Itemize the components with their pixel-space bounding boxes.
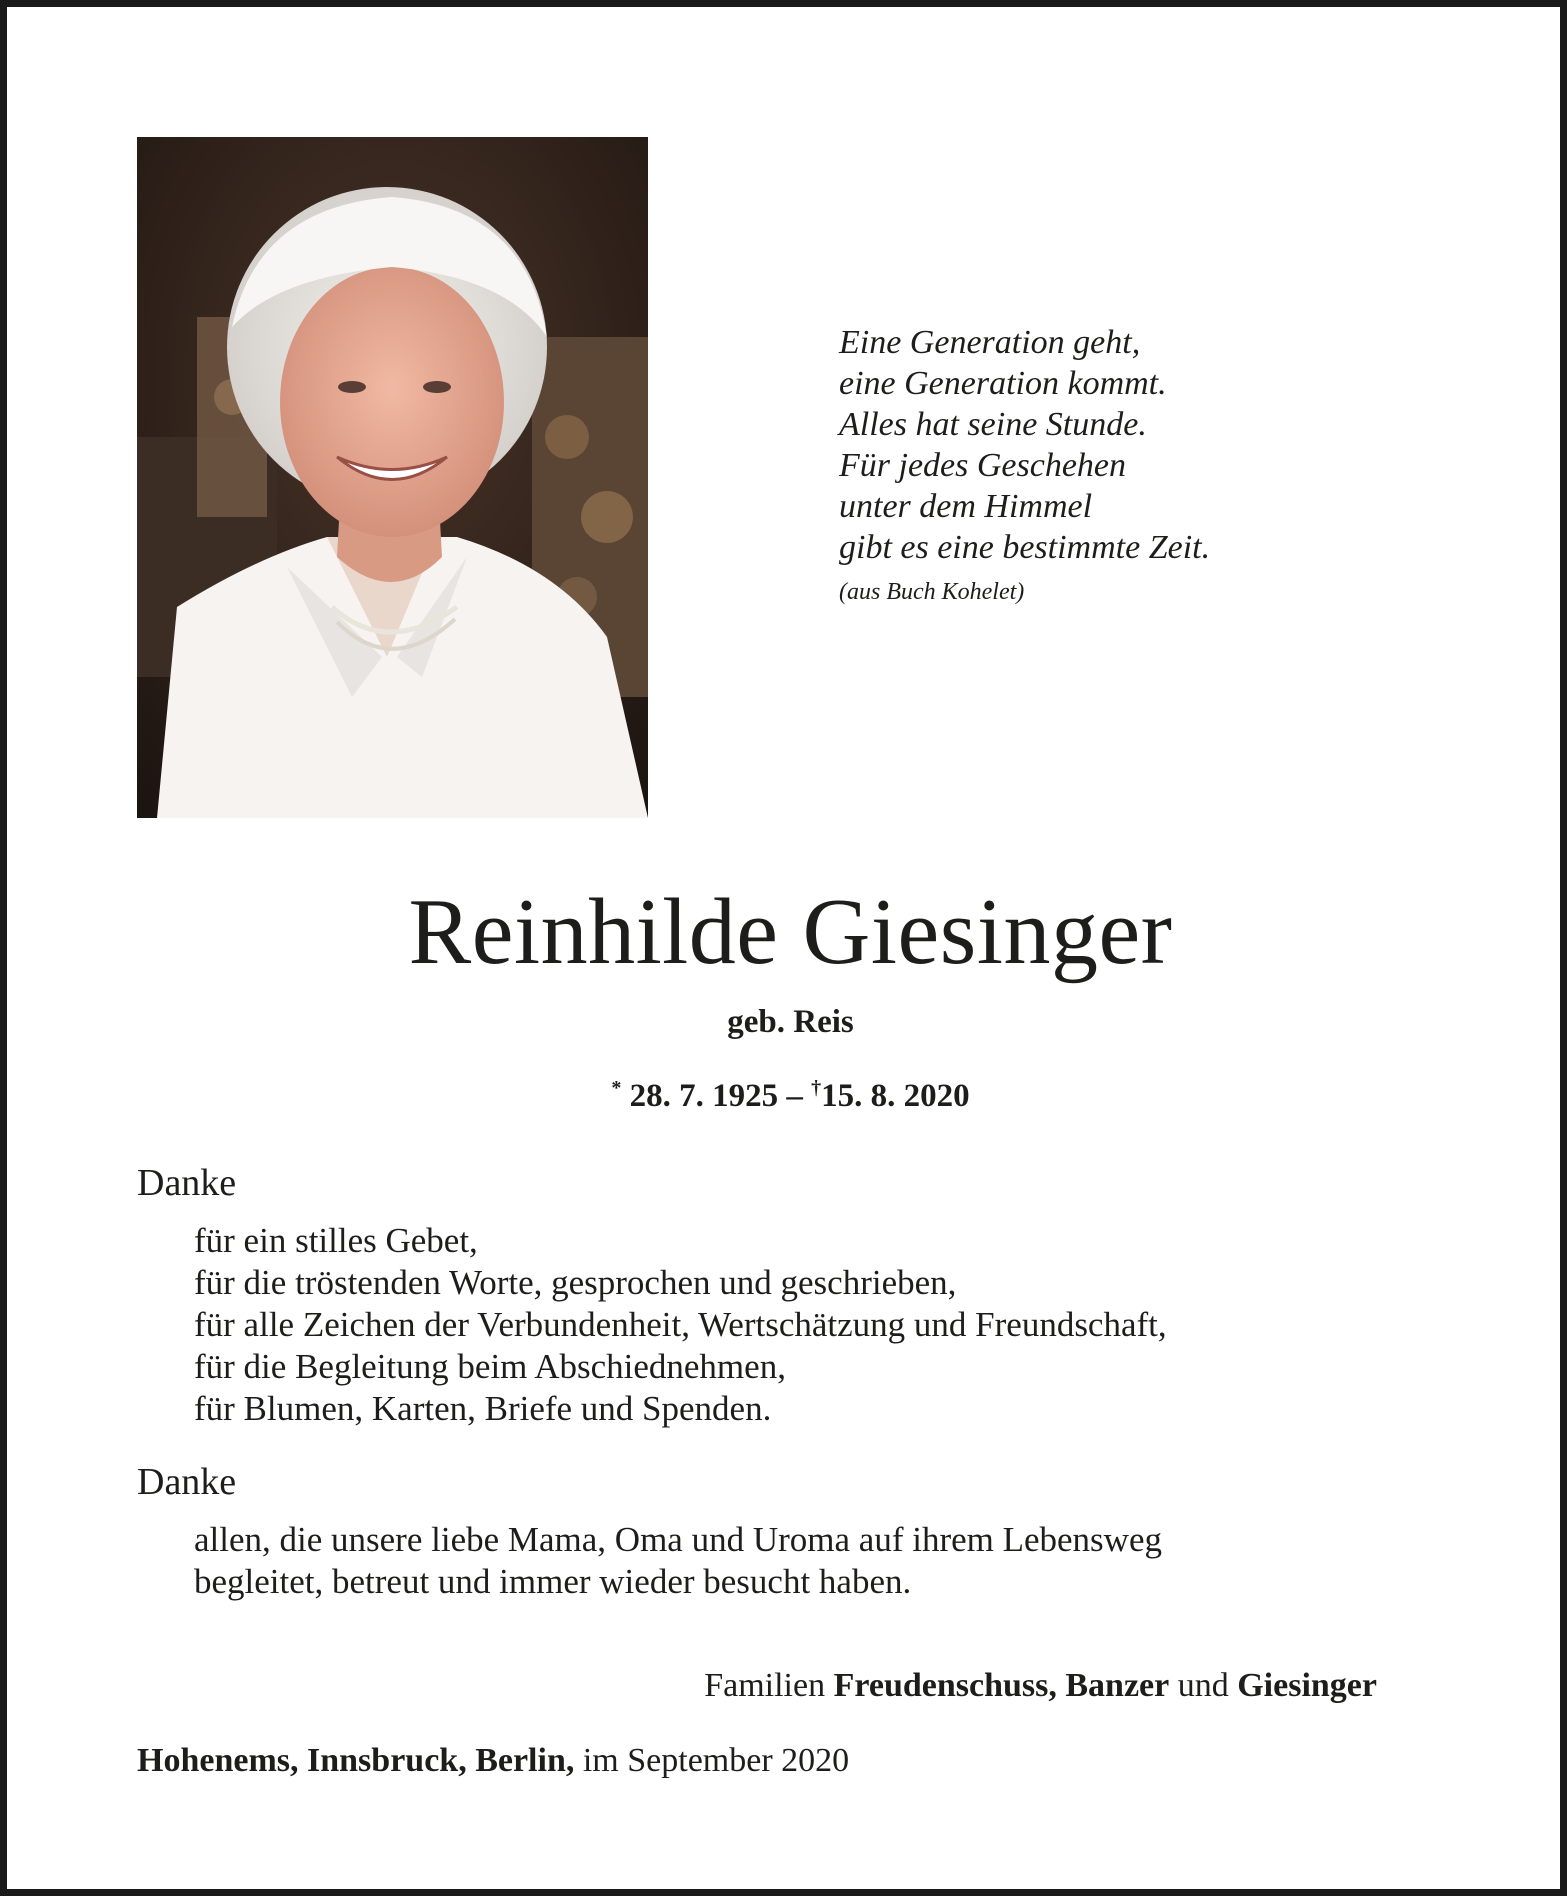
quote-line: Eine Generation geht, bbox=[839, 324, 1141, 361]
date-separator: – bbox=[786, 1078, 803, 1114]
bible-quote bbox=[839, 322, 1210, 610]
birth-symbol: * bbox=[611, 1077, 622, 1099]
family-name: Banzer bbox=[1065, 1667, 1170, 1704]
family-name: Freudenschuss, bbox=[833, 1667, 1057, 1704]
thanks-line: für die tröstenden Worte, gesprochen und geschrieben, bbox=[194, 1263, 957, 1302]
thanks-heading: Danke bbox=[137, 1461, 237, 1503]
thanks-line: für die Begleitung beim Abschiednehmen, bbox=[194, 1347, 786, 1386]
deceased-name: Reinhilde Giesinger bbox=[408, 880, 1173, 984]
quote-line: Alles hat seine Stunde. bbox=[839, 406, 1147, 443]
quote-source: (aus Buch Kohelet) bbox=[839, 579, 1025, 605]
death-symbol: † bbox=[811, 1077, 822, 1099]
thanks-line: begleitet, betreut und immer wieder besucht haben. bbox=[194, 1562, 912, 1601]
quote-line: unter dem Himmel bbox=[839, 488, 1093, 525]
thanks-line: für ein stilles Gebet, bbox=[194, 1221, 478, 1260]
thanks-list bbox=[194, 1519, 1162, 1603]
quote-line: gibt es eine bestimmte Zeit. bbox=[839, 529, 1211, 566]
thanks-line: allen, die unsere liebe Mama, Oma und Uroma auf ihrem Lebensweg bbox=[194, 1520, 1162, 1559]
place-and-date bbox=[137, 1740, 849, 1782]
quote-line: Für jedes Geschehen bbox=[839, 447, 1127, 484]
death-date: 15. 8. 2020 bbox=[821, 1078, 970, 1114]
thanks-list bbox=[194, 1220, 1167, 1430]
thanks-line: für alle Zeichen der Verbundenheit, Wertschätzung und Freundschaft, bbox=[194, 1305, 1167, 1344]
thanks-line: für Blumen, Karten, Briefe und Spenden. bbox=[194, 1389, 772, 1428]
family-prefix: Familien bbox=[704, 1667, 826, 1704]
life-dates bbox=[7, 1067, 1567, 1117]
birth-date: 28. 7. 1925 bbox=[629, 1078, 779, 1114]
family-signature bbox=[7, 1665, 1377, 1707]
quote-line: eine Generation kommt. bbox=[839, 365, 1167, 402]
thanks-heading: Danke bbox=[137, 1162, 237, 1204]
place-date: im September 2020 bbox=[582, 1742, 850, 1779]
portrait-photo bbox=[137, 137, 648, 818]
family-name: Giesinger bbox=[1237, 1667, 1377, 1704]
portrait-image bbox=[137, 137, 648, 818]
family-joiner: und bbox=[1177, 1667, 1229, 1704]
maiden-name: geb. Reis bbox=[727, 1004, 854, 1040]
place-cities: Hohenems, Innsbruck, Berlin, bbox=[137, 1742, 575, 1779]
